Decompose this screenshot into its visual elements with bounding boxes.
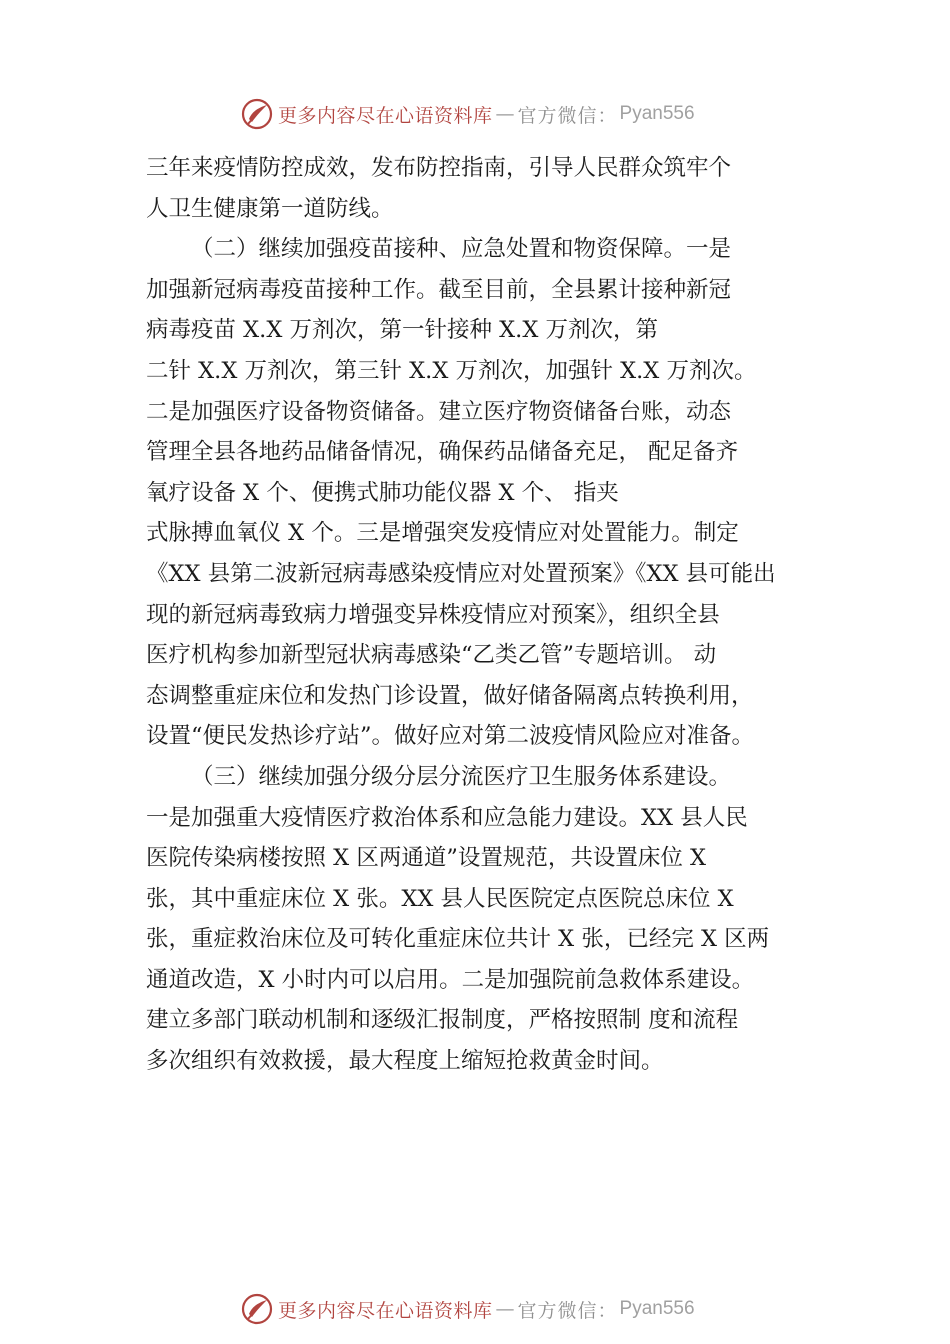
paragraph-heading-2: （二）继续加强疫苗接种、应急处置和物资保障。一是 [191,236,732,263]
text-line: 一是加强重大疫情医疗救治体系和应急能力建设。XX 县人民 [146,804,748,831]
text-line: 现的新冠病毒致病力增强变异株疫情应对预案》，组织全县 [146,601,720,628]
text-line: 张，重症救治床位及可转化重症床位共计 X 张，已经完 X 区两 [146,926,770,953]
text-line: 建立多部门联动机制和逐级汇报制度，严格按照制 度和流程 [146,1007,739,1034]
banner-main-text: 更多内容尽在心语资料库 [278,104,493,127]
text-line: 医疗机构参加新型冠状病毒感染“乙类乙管”专题培训。 动 [146,642,717,669]
text-line: 多次组织有效救援，最大程度上缩短抢救黄金时间。 [146,1048,664,1075]
brand-logo-icon [240,1292,274,1326]
text-line: 张，其中重症床位 X 张。XX 县人民医院定点医院总床位 X [146,885,734,912]
banner-main-text: 更多内容尽在心语资料库 [278,1299,493,1322]
text-line: 式脉搏血氧仪 X 个。三是增强突发疫情应对处置能力。制定 [146,520,739,547]
banner-wechat-id: Pyan556 [619,103,695,124]
footer-watermark-banner [240,1292,740,1326]
banner-wechat-label: 官方微信： [517,1299,618,1322]
paragraph-heading-3: （三）继续加强分级分层分流医疗卫生服务体系建设。 [191,763,732,790]
text-line: 设置“便民发热诊疗站”。做好应对第二波疫情风险应对准备。 [146,723,755,750]
document-body [146,148,836,1082]
text-line: 医院传染病楼按照 X 区两通道”设置规范，共设置床位 X [146,845,706,872]
text-line: 态调整重症床位和发热门诊设置，做好储备隔离点转换利用， [146,682,754,709]
text-line: 加强新冠病毒疫苗接种工作。截至目前，全县累计接种新冠 [146,276,732,303]
text-line: 人卫生健康第一道防线。 [146,195,394,222]
text-line: 二针 X.X 万剂次，第三针 X.X 万剂次，加强针 X.X 万剂次。 [146,357,757,384]
banner-separator: — [495,103,515,125]
header-watermark-banner [240,97,740,131]
banner-wechat-id: Pyan556 [619,1298,695,1319]
text-line: 《XX 县第二波新冠病毒感染疫情应对处置预案》《XX 县可能出 [146,560,776,587]
brand-logo-icon [240,97,274,131]
banner-wechat-label: 官方微信： [517,104,618,127]
text-line: 氧疗设备 X 个、便携式肺功能仪器 X 个、 指夹 [146,479,619,506]
banner-separator: — [495,1298,515,1320]
text-line: 三年来疫情防控成效，发布防控指南，引导人民群众筑牢个 [146,155,732,181]
text-line: 管理全县各地药品储备情况，确保药品储备充足， 配足备齐 [146,439,739,466]
text-line: 通道改造，X 小时内可以启用。二是加强院前急救体系建设。 [146,966,755,993]
text-line: 二是加强医疗设备物资储备。建立医疗物资储备台账，动态 [146,398,732,425]
text-line: 病毒疫苗 X.X 万剂次，第一针接种 X.X 万剂次，第 [146,317,658,344]
